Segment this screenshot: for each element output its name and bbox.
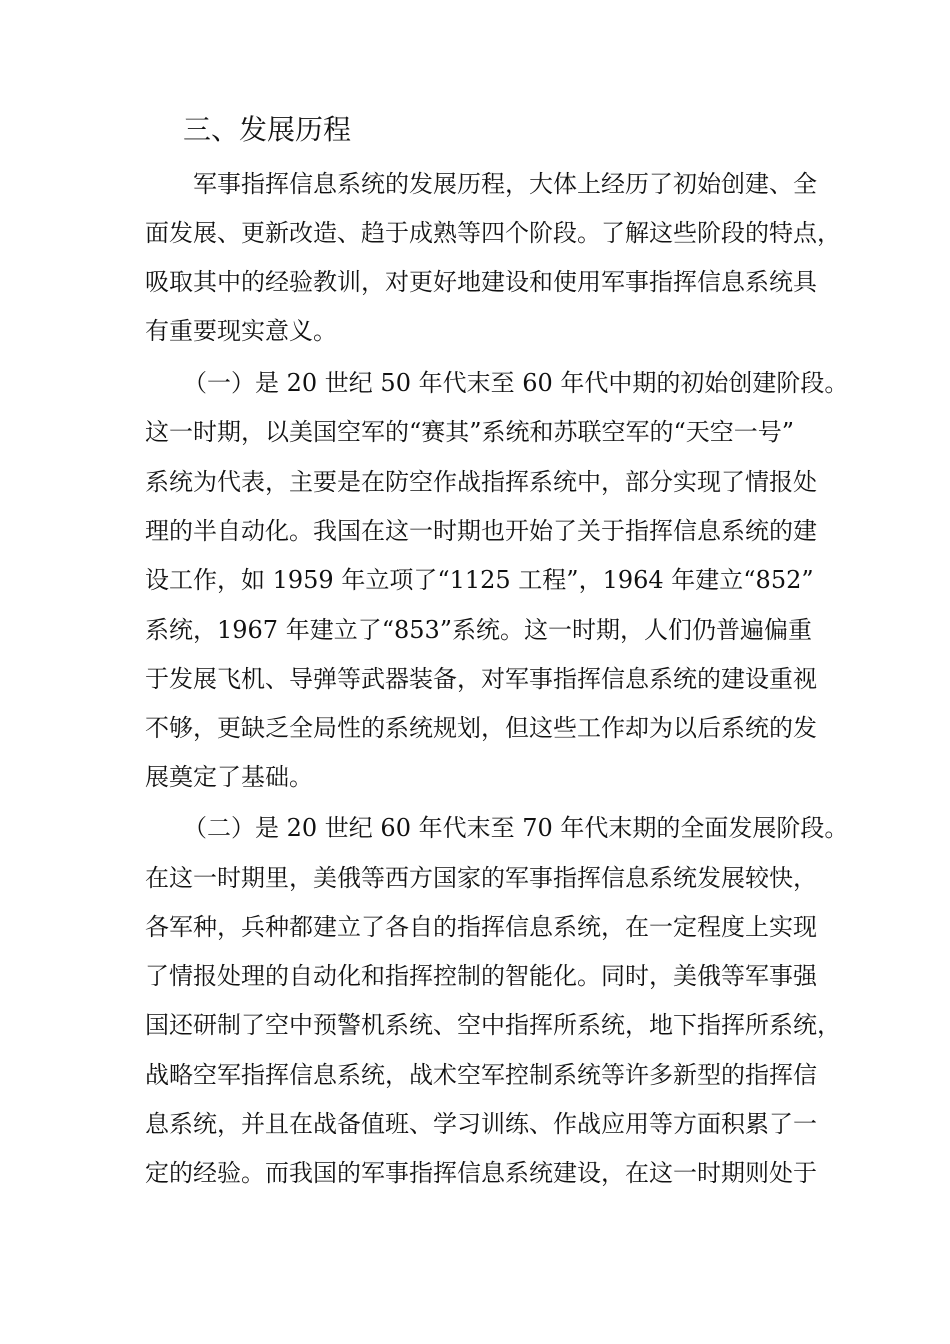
paragraph-2-line-4: 理的半自动化。我国在这一时期也开始了关于指挥信息系统的建 xyxy=(145,517,817,545)
paragraph-2-line-3: 系统为代表，主要是在防空作战指挥系统中，部分实现了情报处 xyxy=(145,468,817,496)
paragraph-3-line-6: 战略空军指挥信息系统，战术空军控制系统等许多新型的指挥信 xyxy=(145,1061,817,1089)
paragraph-3-line-5: 国还研制了空中预警机系统、空中指挥所系统，地下指挥所系统， xyxy=(145,1011,841,1039)
paragraph-1-line-4: 有重要现实意义。 xyxy=(145,317,337,345)
section-heading: 三、发展历程 xyxy=(183,113,352,146)
paragraph-3-line-1: （二）是 20 世纪 60 年代末至 70 年代末期的全面发展阶段。 xyxy=(183,814,849,842)
paragraph-2-line-7: 于发展飞机、导弹等武器装备，对军事指挥信息系统的建设重视 xyxy=(145,665,817,693)
paragraph-3-line-3: 各军种，兵种都建立了各自的指挥信息系统，在一定程度上实现 xyxy=(145,913,817,941)
paragraph-3-line-8: 定的经验。而我国的军事指挥信息系统建设，在这一时期则处于 xyxy=(145,1159,817,1187)
paragraph-3-line-2: 在这一时期里，美俄等西方国家的军事指挥信息系统发展较快， xyxy=(145,864,817,892)
paragraph-2-line-6: 系统，1967 年建立了“853”系统。这一时期，人们仍普遍偏重 xyxy=(145,616,813,644)
paragraph-2-line-2: 这一时期，以美国空军的“赛其”系统和苏联空军的“天空一号” xyxy=(145,418,795,446)
paragraph-2-line-1: （一）是 20 世纪 50 年代末至 60 年代中期的初始创建阶段。 xyxy=(183,369,849,397)
paragraph-1-line-2: 面发展、更新改造、趋于成熟等四个阶段。了解这些阶段的特点， xyxy=(145,219,841,247)
paragraph-2-line-8: 不够，更缺乏全局性的系统规划，但这些工作却为以后系统的发 xyxy=(145,714,817,742)
paragraph-2-line-9: 展奠定了基础。 xyxy=(145,763,313,791)
paragraph-3-line-4: 了情报处理的自动化和指挥控制的智能化。同时，美俄等军事强 xyxy=(145,962,817,990)
paragraph-1-line-1: 军事指挥信息系统的发展历程，大体上经历了初始创建、全 xyxy=(193,170,817,198)
paragraph-2-line-5: 设工作，如 1959 年立项了“1125 工程”，1964 年建立“852” xyxy=(145,566,814,594)
paragraph-3-line-7: 息系统，并且在战备值班、学习训练、作战应用等方面积累了一 xyxy=(145,1110,817,1138)
paragraph-1-line-3: 吸取其中的经验教训，对更好地建设和使用军事指挥信息系统具 xyxy=(145,268,817,296)
